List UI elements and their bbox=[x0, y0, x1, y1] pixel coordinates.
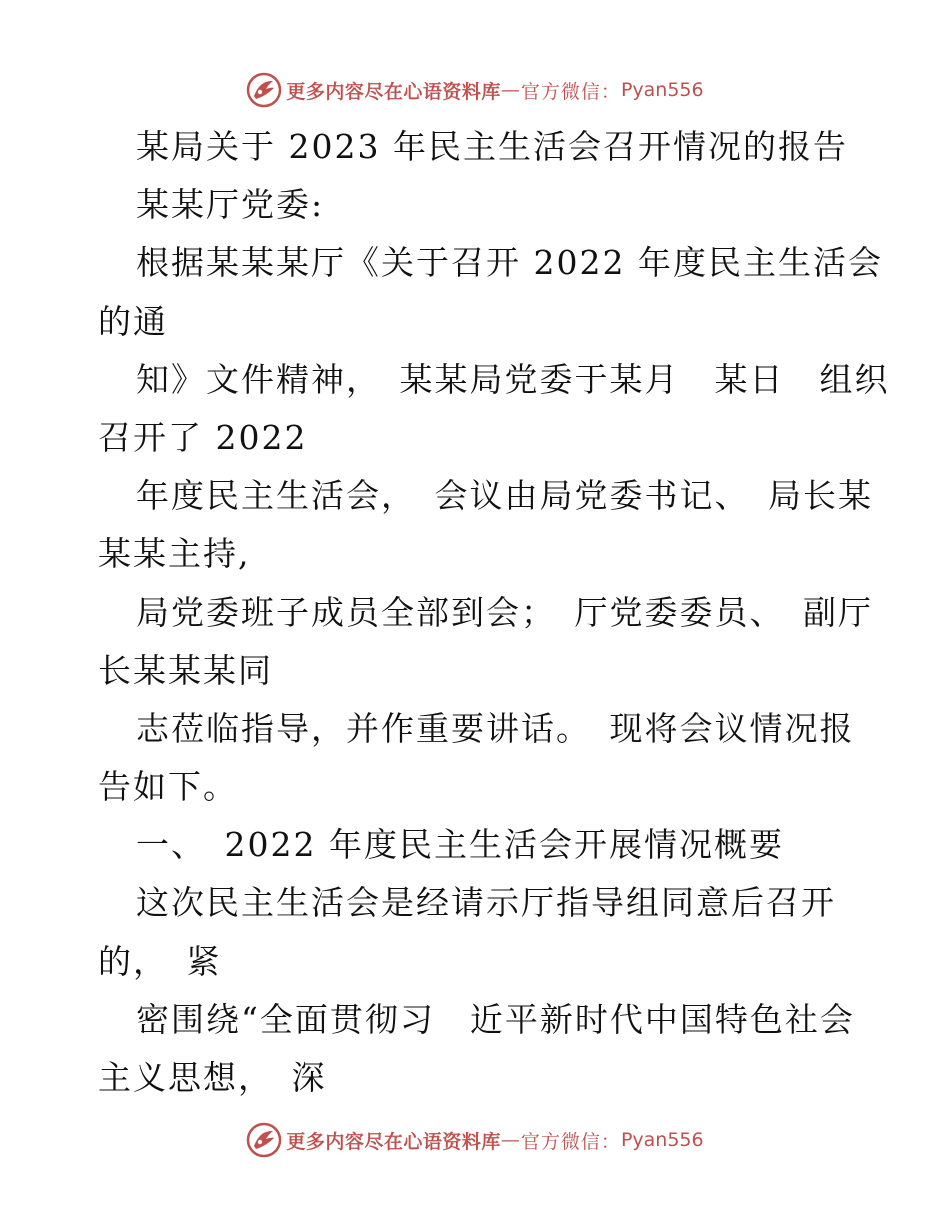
brand-logo-icon bbox=[246, 72, 282, 108]
document-line: 局党委班子成员全部到会； 厅党委委员、 副厅 bbox=[136, 592, 873, 632]
footer-wechat-id: Pyan556 bbox=[620, 1129, 704, 1151]
document-line: 某局关于 2023 年民主生活会召开情况的报告 bbox=[136, 127, 848, 166]
header-slogan: 更多内容尽在心语资料库 bbox=[286, 80, 501, 103]
header-banner bbox=[0, 68, 950, 112]
document-line: 某某主持, bbox=[98, 534, 251, 574]
header-dash: — bbox=[500, 79, 521, 101]
document-line: 年度民主生活会， 会议由局党委书记、 局长某 bbox=[136, 476, 873, 516]
document-line: 的， 紧 bbox=[98, 941, 222, 981]
footer-banner bbox=[0, 1118, 950, 1162]
header-wechat-id: Pyan556 bbox=[620, 79, 704, 101]
footer-slogan: 更多内容尽在心语资料库 bbox=[286, 1130, 501, 1153]
document-line: 志莅临指导，并作重要讲话。 现将会议情况报 bbox=[136, 708, 855, 748]
document-line: 一、 2022 年度民主生活会开展情况概要 bbox=[136, 825, 784, 865]
document-line: 根据某某某厅《关于召开 2022 年度民主生活会 bbox=[136, 243, 883, 283]
document-line: 密围绕“全面贯彻习 近平新时代中国特色社会 bbox=[136, 999, 855, 1039]
document-line: 知》文件精神， 某某局党委于某月 某日 组织 bbox=[136, 359, 890, 399]
document-line: 某某厅党委: bbox=[136, 185, 325, 225]
header-wechat-label: 官方微信： bbox=[520, 80, 621, 103]
footer-dash: — bbox=[500, 1129, 521, 1151]
document-line: 告如下。 bbox=[98, 767, 238, 807]
document-line: 这次民主生活会是经请示厅指导组同意后召开 bbox=[136, 883, 836, 923]
document-line: 的通 bbox=[98, 301, 168, 341]
document-line: 主义思想， 深 bbox=[98, 1058, 327, 1097]
footer-wechat-label: 官方微信： bbox=[520, 1130, 621, 1153]
document-line: 长某某某同 bbox=[98, 650, 273, 690]
document-body bbox=[98, 118, 890, 1107]
brand-logo-icon bbox=[246, 1122, 282, 1158]
document-line: 召开了 2022 bbox=[98, 417, 308, 457]
